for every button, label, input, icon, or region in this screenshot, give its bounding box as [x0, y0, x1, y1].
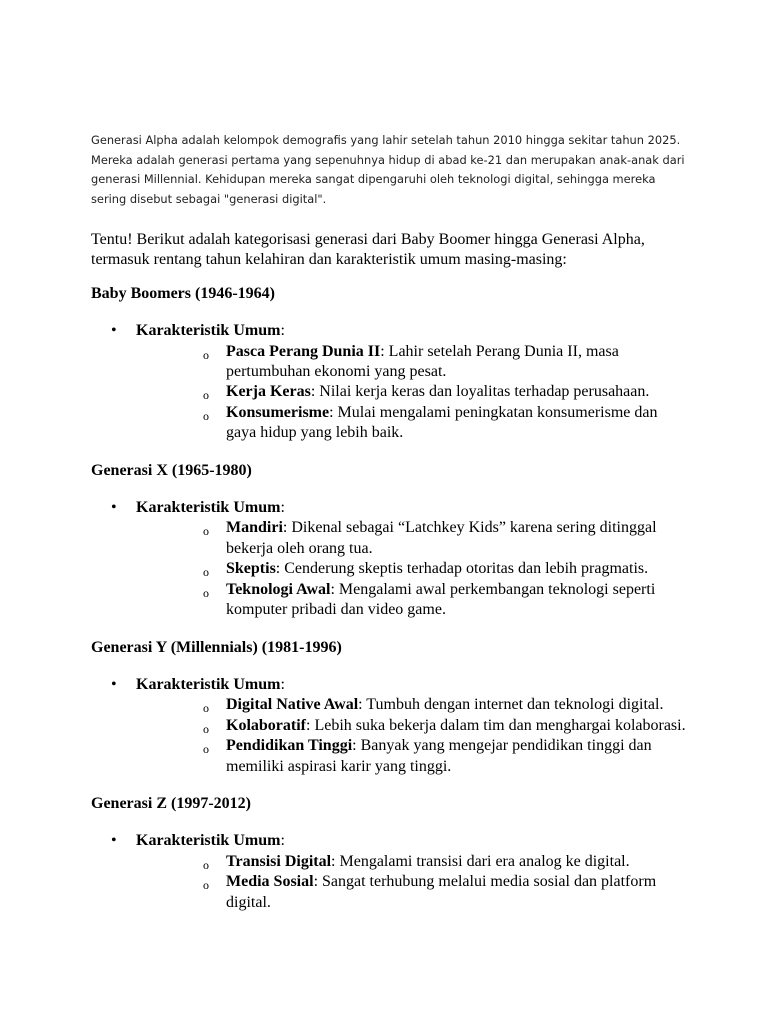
trait-item: [136, 736, 691, 777]
characteristics-label: Karakteristik Umum:: [136, 499, 285, 517]
trait-description: : Mulai mengalami peningkatan konsumerisme dan gaya hidup yang lebih baik.: [226, 403, 658, 442]
circle-bullet-icon: o: [203, 721, 209, 736]
characteristics-label-text: Karakteristik Umum: [136, 499, 281, 517]
circle-bullet-icon: o: [203, 701, 209, 716]
generation-heading: Generasi X (1965-1980): [91, 461, 252, 479]
trait-term: Pendidikan Tinggi: [226, 737, 353, 755]
trait-description: : Banyak yang mengejar pendidikan tinggi dan memiliki aspirasi karir yang tinggi.: [226, 737, 652, 775]
document-body: [91, 230, 691, 930]
trait-term: Mandiri: [226, 519, 283, 537]
trait-description: : Sangat terhubung melalui media sosial dan platform digital.: [226, 873, 657, 911]
trait-description: : Lebih suka bekerja dalam tim dan menghargai kolaborasi.: [306, 716, 686, 734]
lead-paragraph: Tentu! Berikut adalah kategorisasi generasi dari Baby Boomer hingga Generasi Alpha, termasuk rentang tahun kelahiran dan karakteristik umum masing-masing:: [91, 231, 645, 269]
characteristics-list: [91, 831, 691, 913]
circle-bullet-icon: o: [203, 388, 209, 403]
trait-item: [136, 872, 691, 913]
trait-description: : Mengalami awal perkembangan teknologi seperti komputer pribadi dan video game.: [226, 580, 656, 619]
trait-description: : Tumbuh dengan internet dan teknologi digital.: [358, 696, 664, 714]
trait-description: : Cenderung skeptis terhadap otoritas dan lebih pragmatis.: [275, 560, 649, 578]
trait-item: [136, 559, 691, 579]
trait-term: Konsumerisme: [226, 403, 330, 421]
bullet-icon: •: [111, 832, 117, 850]
characteristics-label: Karakteristik Umum:: [136, 675, 285, 693]
circle-bullet-icon: o: [203, 408, 209, 423]
characteristics-label-text: Karakteristik Umum: [136, 322, 281, 340]
generation-heading: Baby Boomers (1946-1964): [91, 284, 275, 302]
characteristics-item: [91, 831, 691, 913]
bullet-icon: •: [111, 499, 117, 517]
circle-bullet-icon: o: [203, 347, 209, 362]
generation-list: [91, 284, 691, 913]
trait-term: Kolaboratif: [226, 716, 306, 734]
circle-bullet-icon: o: [203, 857, 209, 872]
characteristics-list: [91, 321, 691, 443]
generation-heading: Generasi Z (1997-2012): [91, 794, 251, 812]
trait-term: Media Sosial: [226, 873, 314, 891]
trait-list: [136, 852, 691, 913]
trait-list: [136, 342, 691, 444]
characteristics-item: [91, 498, 691, 620]
characteristics-label-text: Karakteristik Umum: [136, 832, 281, 850]
trait-term: Teknologi Awal: [226, 580, 331, 598]
trait-description: : Mengalami transisi dari era analog ke digital.: [331, 852, 630, 870]
trait-term: Skeptis: [226, 560, 276, 578]
trait-item: [136, 852, 691, 872]
bullet-icon: •: [111, 675, 117, 693]
characteristics-list: [91, 675, 691, 777]
characteristics-label: Karakteristik Umum:: [136, 832, 285, 850]
circle-bullet-icon: o: [203, 878, 209, 893]
trait-item: [136, 342, 691, 383]
trait-item: [136, 580, 691, 621]
trait-term: Pasca Perang Dunia II: [226, 342, 381, 360]
trait-description: : Nilai kerja keras dan loyalitas terhadap perusahaan.: [310, 383, 650, 401]
trait-list: [136, 695, 691, 777]
circle-bullet-icon: o: [203, 585, 209, 600]
trait-term: Digital Native Awal: [226, 696, 359, 714]
trait-description: : Dikenal sebagai “Latchkey Kids” karena sering ditinggal bekerja oleh orang tua.: [226, 519, 657, 557]
trait-item: [136, 695, 691, 715]
generation-heading: Generasi Y (Millennials) (1981-1996): [91, 638, 342, 656]
trait-item: [136, 403, 691, 444]
characteristics-item: [91, 321, 691, 443]
trait-term: Kerja Keras: [226, 383, 311, 401]
characteristics-label: Karakteristik Umum:: [136, 322, 285, 340]
trait-term: Transisi Digital: [226, 852, 332, 870]
intro-paragraph: Generasi Alpha adalah kelompok demografis yang lahir setelah tahun 2010 hingga sekitar tahun 2025. Mereka adalah generasi pertama yang sepenuhnya hidup di abad ke-21 dan merupakan anak-anak dari generasi Millennial. Kehidupan mereka sangat dipengaruhi oleh teknologi digital, sehingga mereka sering disebut sebagai "generasi digital".: [91, 133, 685, 207]
bullet-icon: •: [111, 322, 117, 340]
circle-bullet-icon: o: [203, 524, 209, 539]
characteristics-item: [91, 675, 691, 777]
circle-bullet-icon: o: [203, 742, 209, 757]
trait-list: [136, 518, 691, 620]
trait-description: : Lahir setelah Perang Dunia II, masa pertumbuhan ekonomi yang pesat.: [226, 342, 619, 381]
circle-bullet-icon: o: [203, 565, 209, 580]
characteristics-list: [91, 498, 691, 620]
trait-item: [136, 716, 691, 736]
characteristics-label-text: Karakteristik Umum: [136, 675, 281, 693]
trait-item: [136, 382, 691, 402]
trait-item: [136, 518, 691, 559]
